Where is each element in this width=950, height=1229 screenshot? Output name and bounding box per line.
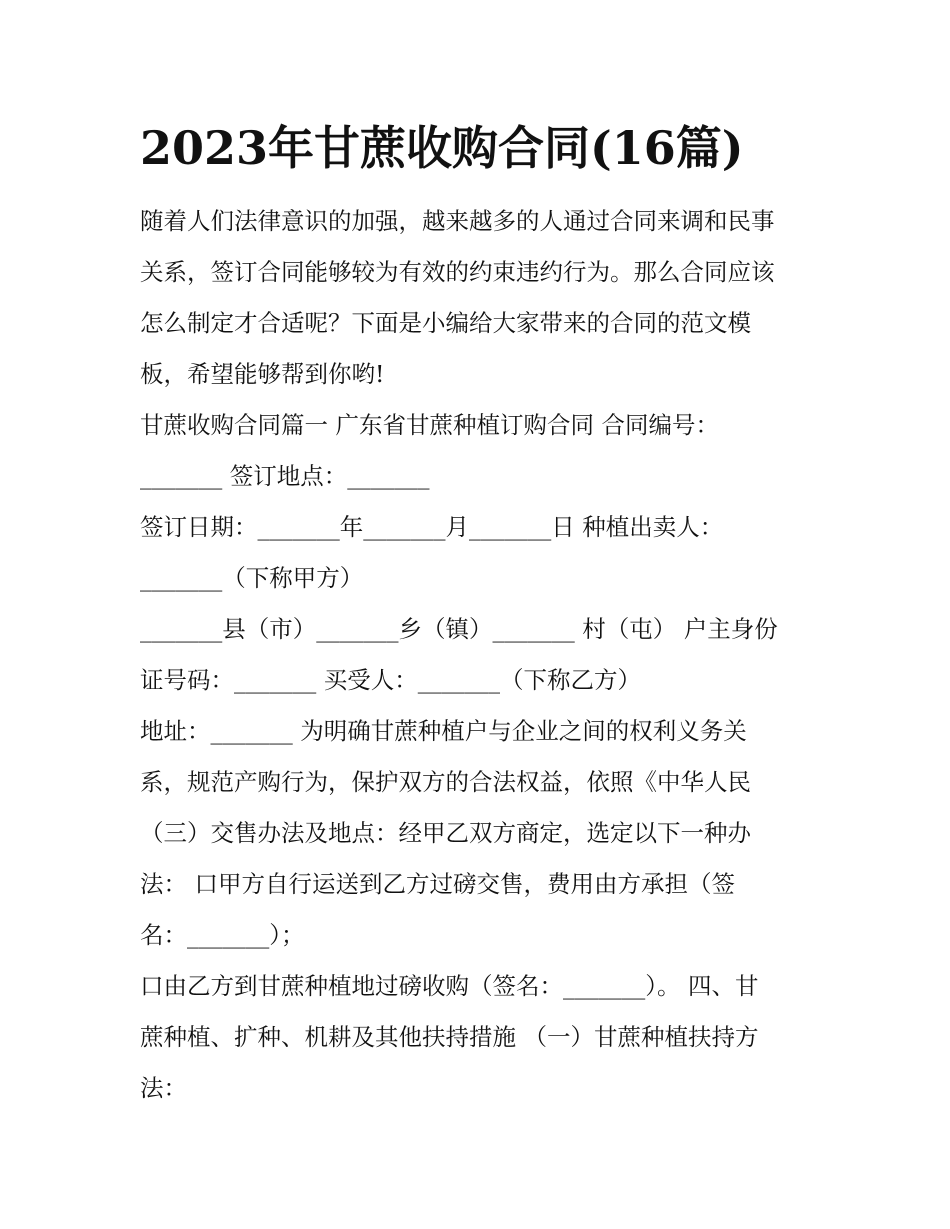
document-body <box>140 196 820 1114</box>
body-line: 关系，签订合同能够较为有效的约束违约行为。那么合同应该 <box>140 258 775 286</box>
body-line: 地址：_______ 为明确甘蔗种植户与企业之间的权利义务关 <box>140 717 747 745</box>
body-line: 证号码：_______ 买受人：_______（下称乙方） <box>140 666 641 694</box>
body-line: 甘蔗收购合同篇一 广东省甘蔗种植订购合同 合同编号： <box>140 411 719 439</box>
body-line: 系，规范产购行为，保护双方的合法权益，依照《中华人民 <box>140 768 751 796</box>
body-line: 法： 口甲方自行运送到乙方过磅交售，费用由方承担（签 <box>140 870 735 898</box>
body-line: _______ 签订地点：_______ <box>140 462 430 490</box>
body-line: （三）交售办法及地点：经甲乙双方商定，选定以下一种办 <box>140 819 751 847</box>
body-line: 蔗种植、扩种、机耕及其他扶持措施 （一）甘蔗种植扶持方 <box>140 1023 759 1051</box>
body-line: 随着人们法律意识的加强，越来越多的人通过合同来调和民事 <box>140 207 775 235</box>
body-line: 板，希望能够帮到你哟! <box>140 360 385 388</box>
body-line: 口由乙方到甘蔗种植地过磅收购（签名：_______）。 四、甘 <box>140 972 759 1000</box>
body-line: 名：_______）； <box>140 921 305 949</box>
body-line: _______县（市）_______乡（镇）_______ 村（屯） 户主身份 <box>140 615 778 643</box>
body-line: _______（下称甲方） <box>140 564 364 592</box>
body-line: 签订日期：_______年_______月_______日 种植出卖人： <box>140 513 724 541</box>
document-title: 2023年甘蔗收购合同(16篇) <box>140 121 744 175</box>
body-line: 怎么制定才合适呢？下面是小编给大家带来的合同的范文模 <box>140 309 751 337</box>
body-line: 法： <box>140 1074 187 1102</box>
